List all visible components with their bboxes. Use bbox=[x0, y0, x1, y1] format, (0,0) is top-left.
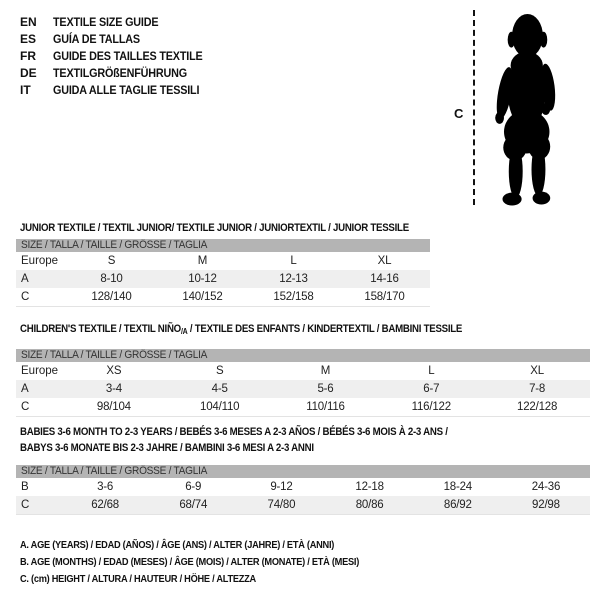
size-cell: XS bbox=[106, 365, 122, 377]
language-row bbox=[20, 48, 219, 65]
language-row bbox=[20, 65, 219, 82]
table-row bbox=[16, 270, 430, 288]
height-cell: 104/110 bbox=[200, 401, 240, 413]
row-label: A bbox=[21, 273, 29, 285]
language-row bbox=[20, 82, 219, 99]
height-cell: 116/122 bbox=[411, 401, 451, 413]
size-cell: L bbox=[428, 365, 435, 377]
height-cell: 110/116 bbox=[306, 401, 345, 413]
age-cell: 12-13 bbox=[279, 273, 308, 285]
children-table-title: CHILDREN'S TEXTILE / TEXTIL $NIÑO_{/A}$ / TEXTILE DES ENFANTS / KINDERTEXTIL / BAMBINI TESSILE bbox=[20, 323, 463, 336]
height-measure-label: C bbox=[454, 106, 464, 121]
height-cell: 68/74 bbox=[179, 499, 208, 511]
footnote-age-months: B. AGE (MONTHS) / EDAD (MESES) / ÂGE (MOIS) / ALTER (MONATE) / ETÀ (MESI) bbox=[20, 556, 360, 568]
baby-silhouette-icon bbox=[482, 9, 570, 207]
size-header-bar: SIZE / TALLA / TAILLE / GRÖSSE / TAGLIA bbox=[16, 349, 590, 362]
age-cell: 6-9 bbox=[185, 481, 202, 493]
age-cell: 6-7 bbox=[423, 383, 440, 395]
table-row bbox=[16, 362, 590, 380]
nino-a-subscript: /A bbox=[180, 327, 188, 336]
row-label: A bbox=[21, 383, 29, 395]
size-cell: M bbox=[320, 365, 331, 377]
language-row bbox=[20, 14, 219, 31]
size-cell: M bbox=[197, 255, 208, 267]
row-label: Europe bbox=[21, 365, 59, 377]
size-header-bar: SIZE / TALLA / TAILLE / GRÖSSE / TAGLIA bbox=[16, 465, 590, 478]
language-label: GUÍA DE TALLAS bbox=[53, 32, 140, 46]
language-code: IT bbox=[20, 83, 31, 97]
table-row bbox=[16, 496, 590, 514]
language-label: GUIDE DES TAILLES TEXTILE bbox=[53, 49, 203, 63]
age-cell: 7-8 bbox=[529, 383, 546, 395]
height-cell: 140/152 bbox=[182, 291, 223, 303]
language-code: FR bbox=[20, 49, 36, 63]
age-cell: 3-4 bbox=[105, 383, 122, 395]
footnotes bbox=[20, 537, 405, 588]
row-label: C bbox=[21, 499, 30, 511]
language-label: GUIDA ALLE TAGLIE TESSILI bbox=[53, 83, 200, 97]
age-cell: 10-12 bbox=[188, 273, 217, 285]
size-cell: L bbox=[290, 255, 297, 267]
language-list bbox=[20, 14, 219, 99]
height-cell: 98/104 bbox=[96, 401, 131, 413]
size-cell: S bbox=[107, 255, 116, 267]
language-code: ES bbox=[20, 32, 37, 46]
height-measure-line bbox=[473, 10, 475, 205]
height-cell: 86/92 bbox=[443, 499, 472, 511]
size-header-bar: SIZE / TALLA / TAILLE / GRÖSSE / TAGLIA bbox=[16, 239, 430, 252]
age-cell: 14-16 bbox=[370, 273, 399, 285]
age-cell: 9-12 bbox=[270, 481, 293, 493]
language-row bbox=[20, 31, 219, 48]
height-cell: 62/68 bbox=[91, 499, 119, 511]
language-label: TEXTILE SIZE GUIDE bbox=[53, 15, 159, 29]
age-cell: 5-6 bbox=[317, 383, 334, 395]
language-label: TEXTILGRÖßENFÜHRUNG bbox=[53, 66, 187, 80]
table-row bbox=[16, 288, 430, 306]
language-code: DE bbox=[20, 66, 37, 80]
height-cell: 122/128 bbox=[517, 401, 558, 413]
language-code: EN bbox=[20, 15, 37, 29]
table-row bbox=[16, 380, 590, 398]
footnote-height: C. (cm) HEIGHT / ALTURA / HAUTEUR / HÖHE / ALTEZZA bbox=[20, 573, 256, 585]
babies-table bbox=[16, 465, 590, 515]
table-row bbox=[16, 252, 430, 270]
height-cell: 128/140 bbox=[91, 291, 132, 303]
row-label: C bbox=[21, 291, 30, 303]
age-cell: 3-6 bbox=[97, 481, 114, 493]
height-cell: 92/98 bbox=[532, 499, 560, 511]
height-cell: 152/158 bbox=[273, 291, 314, 303]
height-cell: 158/170 bbox=[364, 291, 405, 303]
row-label: C bbox=[21, 401, 30, 413]
row-label: Europe bbox=[21, 255, 59, 267]
age-cell: 24-36 bbox=[531, 481, 561, 493]
age-cell: 18-24 bbox=[443, 481, 472, 493]
age-cell: 8-10 bbox=[100, 273, 123, 285]
height-cell: 80/86 bbox=[355, 499, 384, 511]
row-label: B bbox=[21, 481, 29, 493]
height-cell: 74/80 bbox=[267, 499, 296, 511]
table-row bbox=[16, 478, 590, 496]
size-cell: XL bbox=[530, 365, 544, 377]
table-row bbox=[16, 398, 590, 416]
children-table bbox=[16, 349, 590, 417]
babies-table-title: BABIES 3-6 MONTH TO 2-3 YEARS / BEBÉS 3-6 MESES A 2-3 AÑOS / BÉBÉS 3-6 MOIS À 2-3 ANS / BABYS 3-6 MONATE BIS 2-3 JAHRE / BAMBINI 3-6 MESI A 2-3 ANNI bbox=[20, 426, 448, 454]
size-cell: S bbox=[215, 365, 224, 377]
size-cell: XL bbox=[377, 255, 392, 267]
junior-table-title: JUNIOR TEXTILE / TEXTIL JUNIOR/ TEXTILE JUNIOR / JUNIORTEXTIL / JUNIOR TESSILE bbox=[20, 222, 409, 234]
footnote-age-years: A. AGE (YEARS) / EDAD (AÑOS) / ÂGE (ANS) / ALTER (JAHRE) / ETÀ (ANNI) bbox=[20, 539, 335, 551]
age-cell: 12-18 bbox=[355, 481, 384, 493]
junior-table bbox=[16, 239, 430, 307]
age-cell: 4-5 bbox=[211, 383, 228, 395]
